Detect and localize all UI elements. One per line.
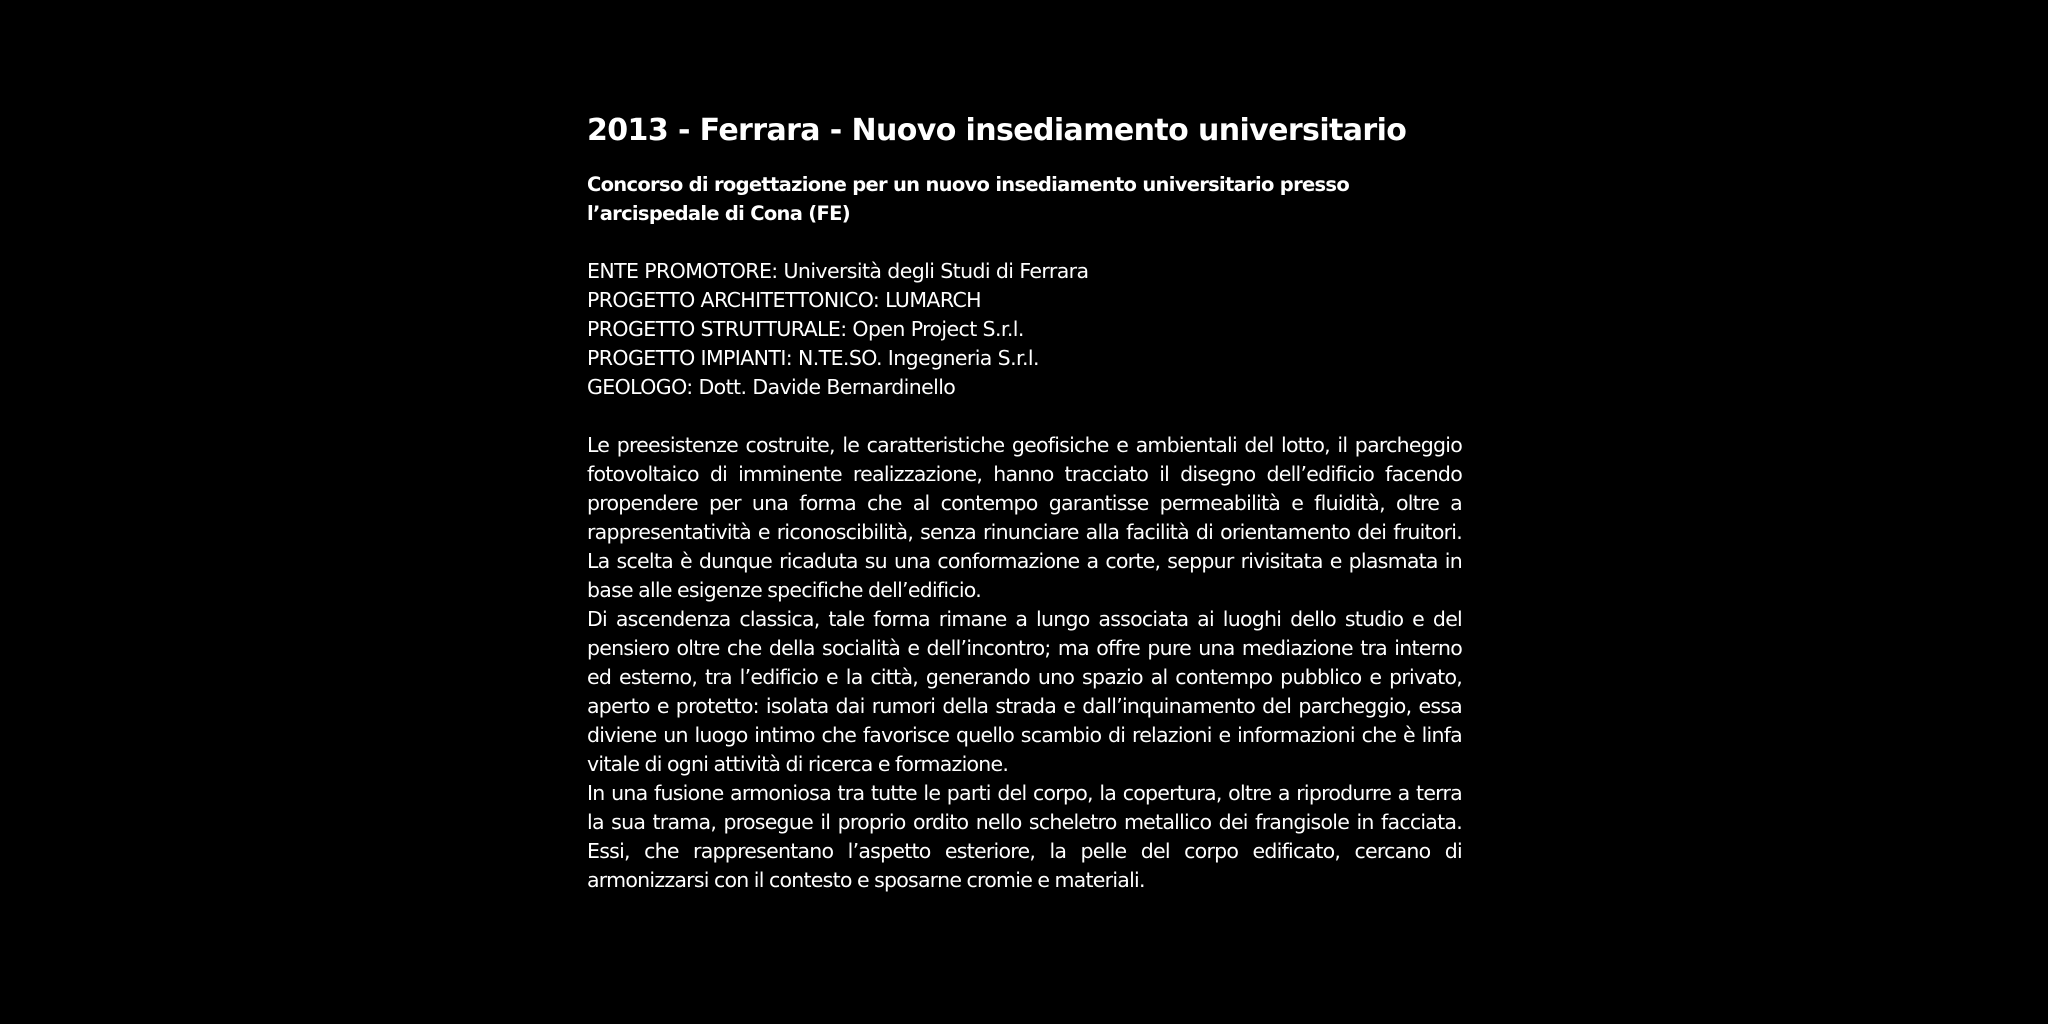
body-text	[587, 431, 1462, 895]
credit-geologist: GEOLOGO: Dott. Davide Bernardinello	[587, 375, 956, 399]
credit-structural: PROGETTO STRUTTURALE: Open Project S.r.l.	[587, 317, 1024, 341]
document-content	[587, 108, 1462, 895]
page-title: 2013 - Ferrara - Nuovo insediamento universitario	[587, 113, 1407, 148]
subtitle: Concorso di rogettazione per un nuovo insediamento universitario presso l’arcispedale di Cona (FE)	[587, 173, 1350, 225]
paragraph: In una fusione armoniosa tra tutte le parti del corpo, la copertura, oltre a riprodurre a terra la sua trama, prosegue il proprio ordito nello scheletro metallico dei frangisole in facciata. Essi, che rappresentano l’aspetto esteriore, la pelle del corpo edificato, cercano di armonizzarsi con il contesto e sposarne cromie e materiali.	[587, 781, 1462, 892]
credit-promoter: ENTE PROMOTORE: Università degli Studi di Ferrara	[587, 259, 1089, 283]
credit-architectural: PROGETTO ARCHITETTONICO: LUMARCH	[587, 288, 981, 312]
paragraph: Le preesistenze costruite, le caratteristiche geofisiche e ambientali del lotto, il parcheggio fotovoltaico di imminente realizzazione, hanno tracciato il disegno dell’edificio facendo propendere per una forma che al contempo garantisse permeabilità e fluidità, oltre a rappresentatività e riconoscibilità, senza rinunciare alla facilità di orientamento dei fruitori. La scelta è dunque ricaduta su una conformazione a corte, seppur rivisitata e plasmata in base alle esigenze specifiche dell’edificio.	[587, 433, 1462, 602]
credits-list	[587, 257, 1462, 402]
credit-systems: PROGETTO IMPIANTI: N.TE.SO. Ingegneria S.r.l.	[587, 346, 1039, 370]
paragraph: Di ascendenza classica, tale forma rimane a lungo associata ai luoghi dello studio e del pensiero oltre che della socialità e dell’incontro; ma offre pure una mediazione tra interno ed esterno, tra l’edificio e la città, generando uno spazio al contempo pubblico e privato, aperto e protetto: isolata dai rumori della strada e dall’inquinamento del parcheggio, essa diviene un luogo intimo che favorisce quello scambio di relazioni e informazioni che è linfa vitale di ogni attività di ricerca e formazione.	[587, 607, 1462, 776]
